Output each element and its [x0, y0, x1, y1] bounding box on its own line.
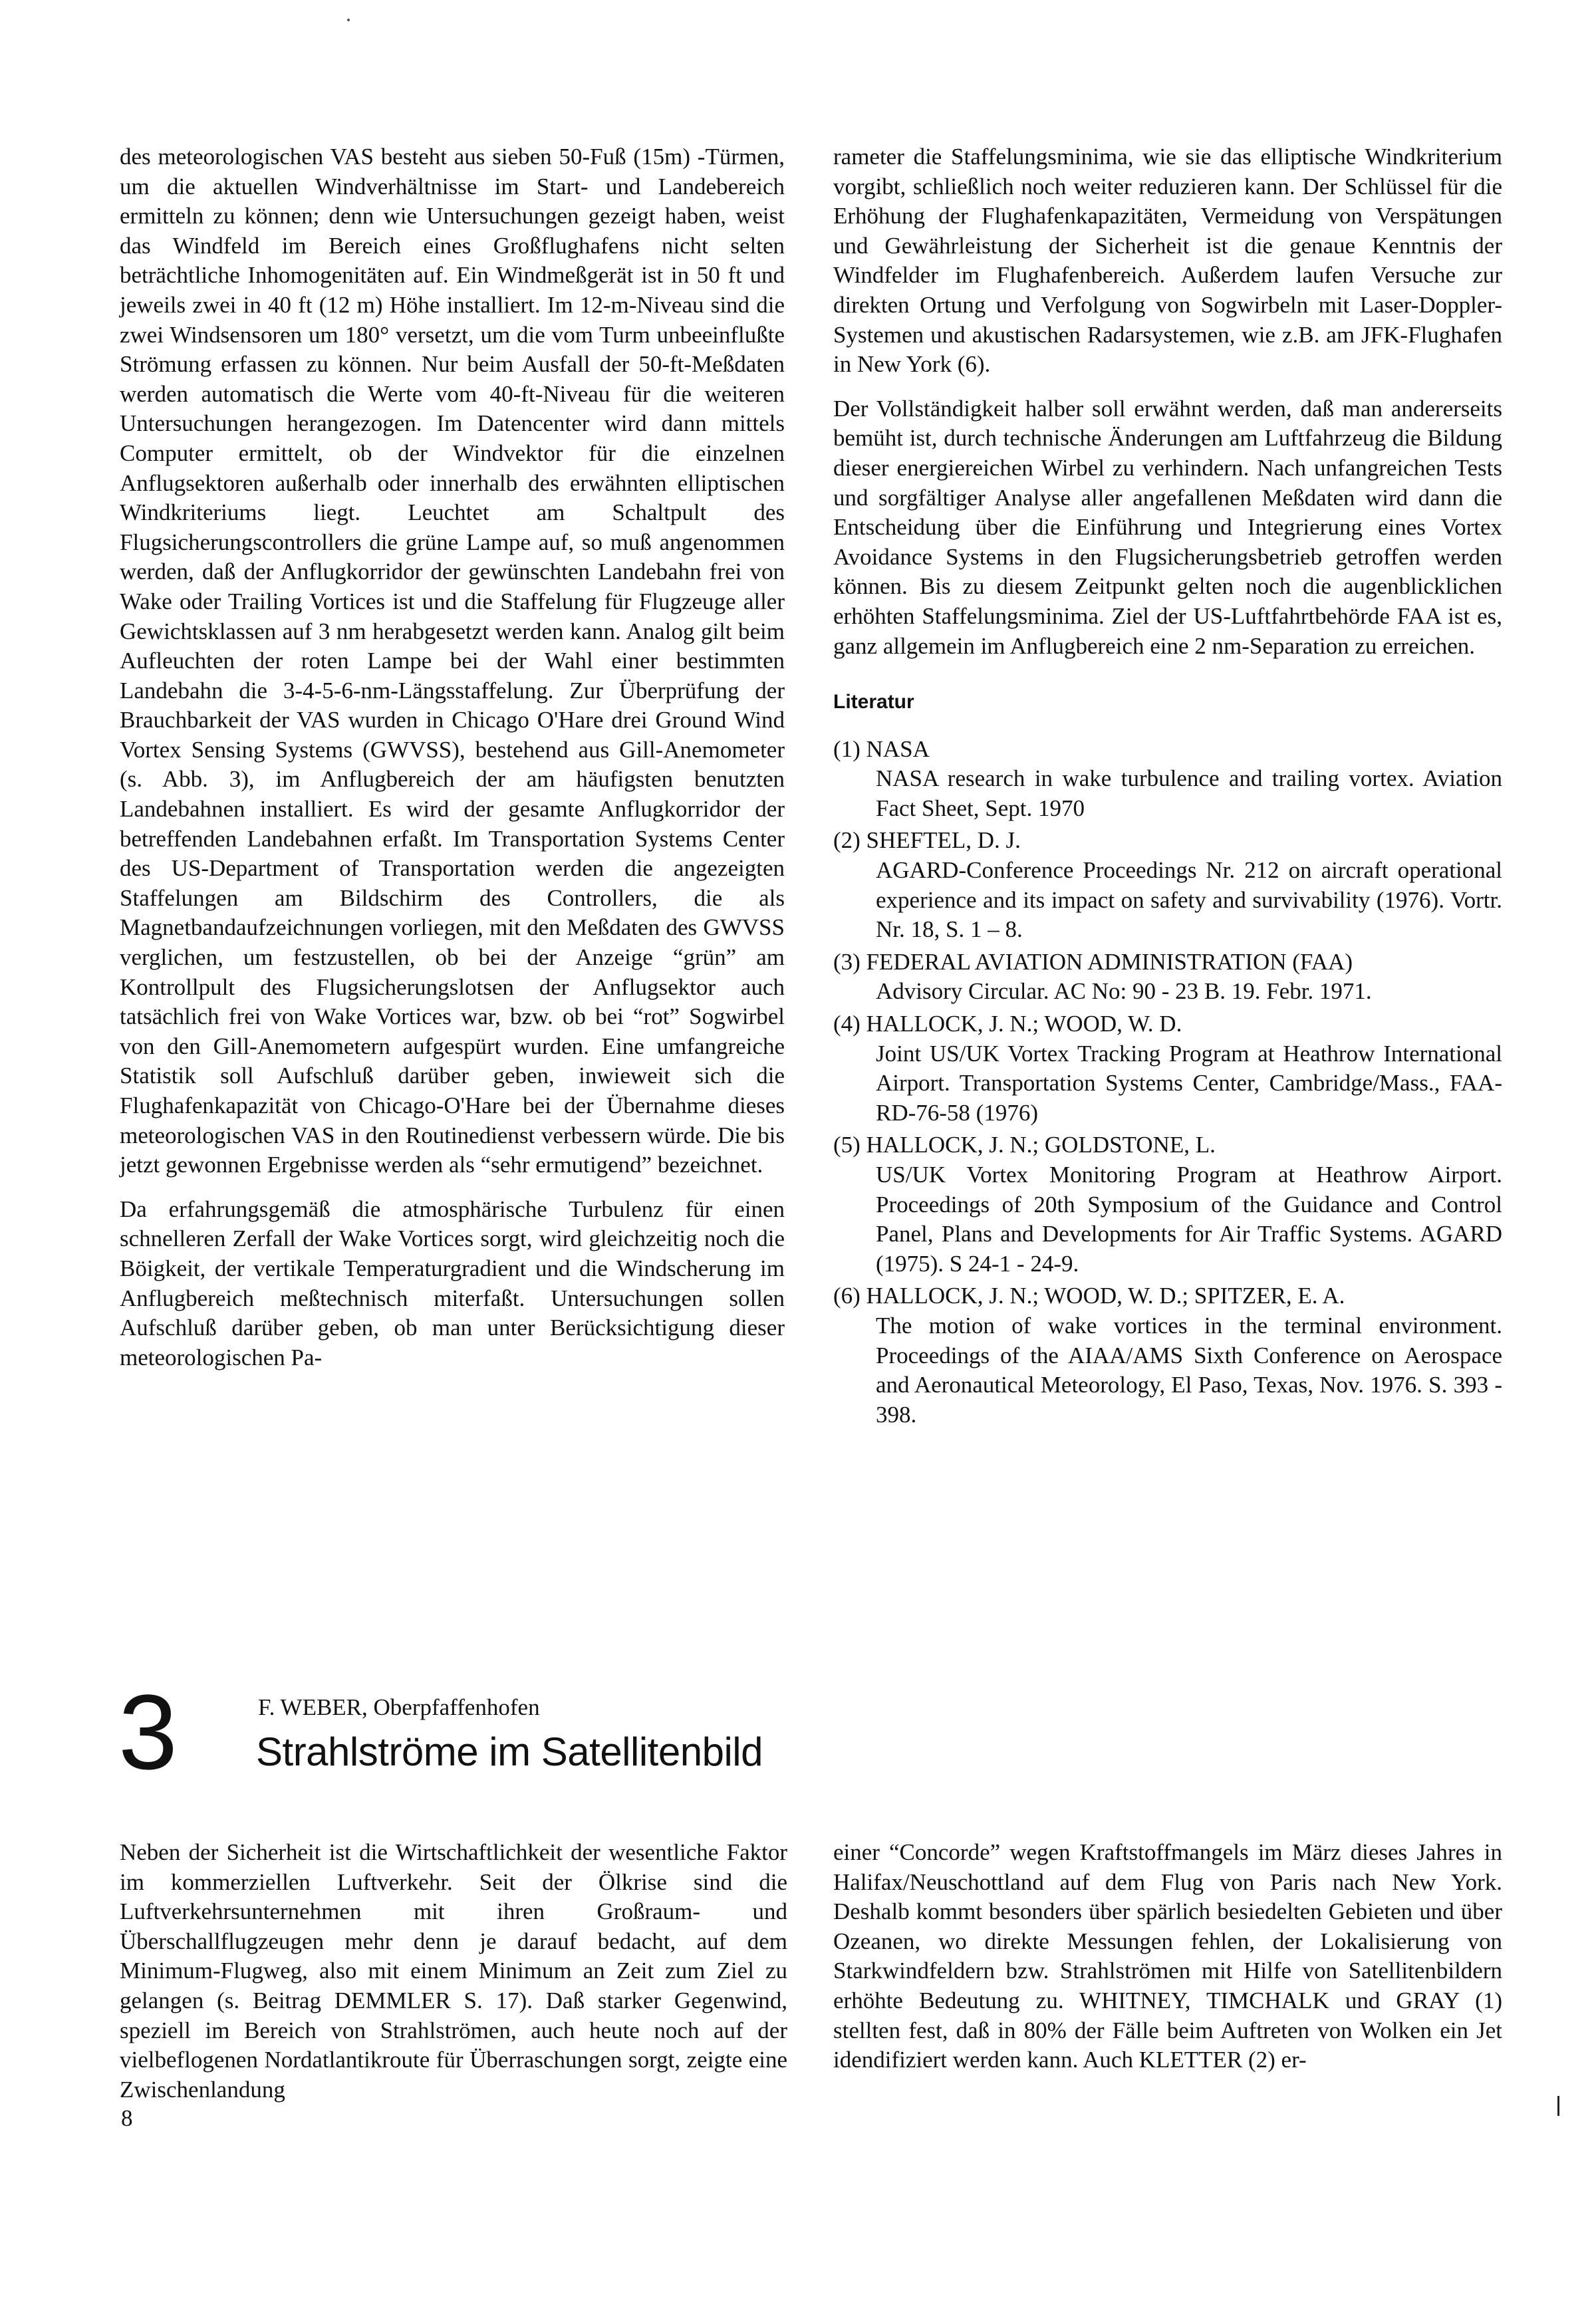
reference-author: (3) FEDERAL AVIATION ADMINISTRATION (FAA) [833, 948, 1353, 975]
left-column-bottom [120, 1838, 787, 2105]
paragraph: Da erfahrungsgemäß die atmosphärische Turbulenz für einen schnelleren Zerfall der Wake Vortices sorgt, wird gleichzeitig noch die Böigkeit, der vertikale Temperaturgradient und die Windscherung im Anflugbereich meßtechnisch miterfaßt. Untersuchungen sollen Aufschluß darüber geben, ob man unter Berücksichtigung dieser meteorologischen Pa- [120, 1196, 785, 1370]
reference-author: (1) NASA [833, 735, 930, 762]
left-column-top [120, 142, 785, 1372]
scan-speck [347, 19, 350, 21]
right-column-top [833, 142, 1502, 1430]
paragraph: rameter die Staffelungsminima, wie sie das elliptische Windkriterium vorgibt, schließlich noch weiter reduzieren kann. Der Schlüssel für die Erhöhung der Flughafenkapazitäten, Vermeidung von Verspätungen und Gewährleistung der Sicherheit ist die genaue Kenntnis der Windfelder im Flughafenbereich. Außerdem laufen Versuche zur direkten Ortung und Verfolgung von Sogwirbeln mit Laser-Doppler-Systemen und akustischen Radarsystemen, wie z.B. am JFK-Flughafen in New York (6). [833, 144, 1502, 378]
paragraph: Der Vollständigkeit halber soll erwähnt werden, daß man andererseits bemüht ist, durch technische Änderungen am Luftfahrzeug die Bildung dieser energiereichen Wirbel zu verhindern. Nach unfangreichen Tests und sorgfältiger Analyse aller angefallenen Meßdaten wird dann die Entscheidung über die Einführung und Integrierung eines Vortex Avoidance Systems in den Flugsicherungsbetrieb getroffen werden können. Bis zu diesem Zeitpunkt gelten noch die augenblicklichen erhöhten Staffelungsminima. Ziel der US-Luftfahrtbehörde FAA ist es, ganz allgemein im Anflugbereich eine 2 nm-Separation zu erreichen. [833, 395, 1502, 659]
reference-author: (2) SHEFTEL, D. J. [833, 827, 1021, 854]
reference-item [833, 1281, 1502, 1430]
section-number: 3 [118, 1672, 178, 1791]
reference-author: (5) HALLOCK, J. N.; GOLDSTONE, L. [833, 1132, 1216, 1158]
reference-detail: US/UK Vortex Monitoring Program at Heathrow Airport. Proceedings of 20th Symposium of the Guidance and Control Panel, Plans and Developments for Air Traffic Systems. AGARD (1975). S 24-1 - 24-9. [876, 1162, 1502, 1277]
reference-item [833, 1009, 1502, 1128]
reference-item [833, 735, 1502, 824]
right-column-bottom [833, 1838, 1502, 2075]
reference-author: (6) HALLOCK, J. N.; WOOD, W. D.; SPITZER, E. A. [833, 1283, 1345, 1309]
reference-detail: AGARD-Conference Proceedings Nr. 212 on aircraft operational experience and its impact on safety and survivability (1976). Vortr. Nr. 18, S. 1 – 8. [876, 857, 1502, 943]
reference-item [833, 826, 1502, 944]
page-number: 8 [121, 2105, 133, 2131]
reference-detail: Joint US/UK Vortex Tracking Program at Heathrow International Airport. Transportation Systems Center, Cambridge/Mass., FAA-RD-76-58 (1976) [876, 1040, 1502, 1126]
reference-detail: The motion of wake vortices in the terminal environment. Proceedings of the AIAA/AMS Sixth Conference on Aerospace and Aeronautical Meteorology, El Paso, Texas, Nov. 1976. S. 393 - 398. [876, 1312, 1502, 1428]
margin-mark [1557, 2096, 1559, 2116]
literature-heading: Literatur [833, 691, 914, 713]
reference-detail: Advisory Circular. AC No: 90 - 23 B. 19. Febr. 1971. [876, 978, 1372, 1005]
reference-item [833, 948, 1502, 1007]
section-title: Strahlströme im Satellitenbild [256, 1730, 763, 1774]
reference-author: (4) HALLOCK, J. N.; WOOD, W. D. [833, 1011, 1182, 1037]
reference-detail: NASA research in wake turbulence and trailing vortex. Aviation Fact Sheet, Sept. 1970 [876, 765, 1502, 821]
paragraph: des meteorologischen VAS besteht aus sieben 50-Fuß (15m) -Türmen, um die aktuellen Windverhältnisse im Start- und Landebereich ermitteln zu können; denn wie Untersuchungen gezeigt haben, weist das Windfeld im Bereich eines Großflughafens nicht selten beträchtliche Inhomogenitäten auf. Ein Windmeßgerät ist in 50 ft und jeweils zwei in 40 ft (12 m) Höhe installiert. Im 12-m-Niveau sind die zwei Windsensoren um 180° versetzt, um die vom Turm unbeeinflußte Strömung erfassen zu können. Nur beim Ausfall der 50-ft-Meßdaten werden automatisch die Werte vom 40-ft-Niveau für die weiteren Untersuchungen herangezogen. Im Datencenter wird dann mittels Computer ermittelt, ob der Windvektor für die einzelnen Anflugsektoren außerhalb oder innerhalb des erwähnten elliptischen Windkriteriums liegt. Leuchtet am Schaltpult des Flugsicherungscontrollers die grüne Lampe auf, so muß angenommen werden, daß der Anflugkorridor der gewünschten Landebahn frei von Wake oder Trailing Vortices ist und die Staffelung für Flugzeuge aller Gewichtsklassen auf 3 nm herabgesetzt werden kann. Analog gilt beim Aufleuchten der roten Lampe bei der Wahl einer bestimmten Landebahn die 3-4-5-6-nm-Längsstaffelung. Zur Überprüfung der Brauchbarkeit der VAS wurden in Chicago O'Hare drei Ground Wind Vortex Sensing Systems (GWVSS), bestehend aus Gill-Anemometer (s. Abb. 3), im Anflugbereich der am häufigsten benutzten Landebahnen installiert. Es wird der gesamte Anflugkorridor der betreffenden Landebahnen erfaßt. Im Transportation Systems Center des US-Department of Transportation werden die angezeigten Staffelungen am Bildschirm des Controllers, die als Magnetbandaufzeichnungen vorliegen, mit den Meßdaten des GWVSS verglichen, um festzustellen, ob bei der Anzeige “grün” am Kontrollpult des Flugsicherungslotsen der Anflugsektor auch tatsächlich frei von Wake Vortices war, bzw. ob bei “rot” Sogwirbel von den Gill-Anemometern aufgespürt wurden. Eine umfangreiche Statistik soll Aufschluß darüber geben, inwieweit sich die Flughafenkapazität von Chicago-O'Hare bei der Übernahme dieses meteorologischen VAS in den Routinedienst verbessern würde. Die bis jetzt gewonnen Ergebnisse werden als “sehr ermutigend” bezeichnet. [120, 144, 785, 1178]
section-author: F. WEBER, Oberpfaffenhofen [258, 1694, 540, 1720]
paragraph: Neben der Sicherheit ist die Wirtschaftlichkeit der wesentliche Faktor im kommerziellen Luftverkehr. Seit der Ölkrise sind die Luftverkehrsunternehmen mit ihren Großraum- und Überschallflugzeugen mehr denn je darauf bedacht, auf dem Minimum-Flugweg, also mit einem Minimum an Zeit zum Ziel zu gelangen (s. Beitrag DEMMLER S. 17). Daß starker Gegenwind, speziell im Bereich von Strahlströmen, auch heute noch auf der vielbeflogenen Nordatlantikroute für Überraschungen sorgt, zeigte eine Zwischenlandung [120, 1839, 787, 2103]
reference-item [833, 1130, 1502, 1279]
reference-list [833, 735, 1502, 1430]
paragraph: einer “Concorde” wegen Kraftstoffmangels im März dieses Jahres in Halifax/Neuschottland auf dem Flug von Paris nach New York. Deshalb kommt besonders über spärlich besiedelten Gebieten und über Ozeanen, wo direkte Messungen fehlen, der Lokalisierung von Starkwindfeldern bzw. Strahlströmen mit Hilfe von Satellitenbildern erhöhte Bedeutung zu. WHITNEY, TIMCHALK und GRAY (1) stellten fest, daß in 80% der Fälle beim Auftreten von Wolken ein Jet idendifiziert werden kann. Auch KLETTER (2) er- [833, 1839, 1502, 2073]
